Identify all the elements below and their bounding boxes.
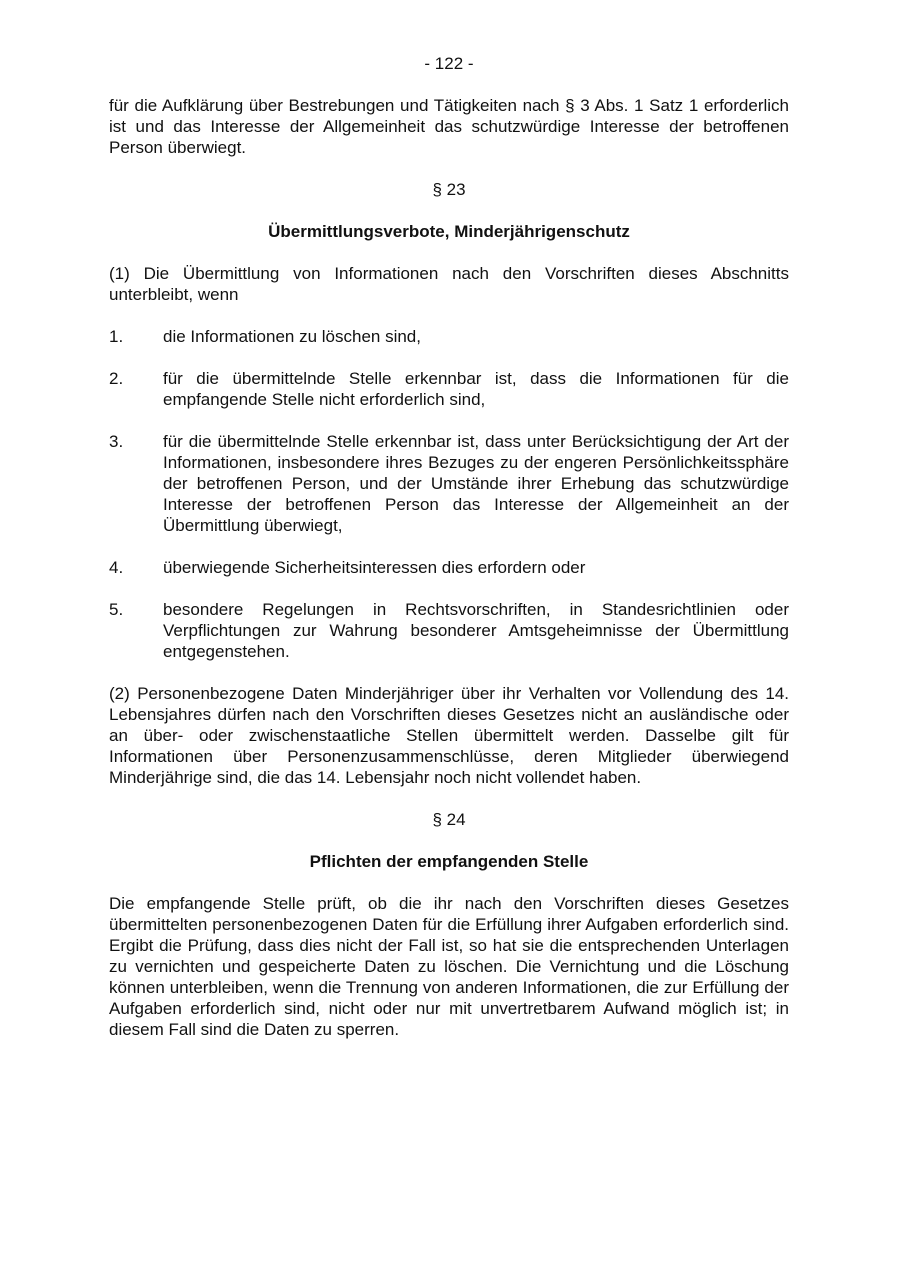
section-23-title: Übermittlungsverbote, Minderjährigenschutz: [268, 222, 630, 241]
list-item: [109, 368, 789, 410]
list-item-text: für die übermittelnde Stelle erkennbar ist, dass unter Berücksichtigung der Art der Informationen, insbesondere ihres Bezuges zu der engeren Persönlichkeitssphäre der betroffenen Person, und der Umstände ihrer Erhebung das schutzwürdige Interesse der betroffenen Person das Interesse der Allgemeinheit an der Übermittlung überwiegt,: [163, 432, 789, 535]
list-item-number: 3.: [109, 432, 124, 451]
list-item-text: die Informationen zu löschen sind,: [163, 327, 421, 346]
list-item: [109, 431, 789, 536]
list-item: [109, 326, 789, 347]
list-item: [109, 557, 789, 578]
list-item-text: überwiegende Sicherheitsinteressen dies erfordern oder: [163, 558, 586, 577]
list-item-text: besondere Regelungen in Rechtsvorschriften, in Standesrichtlinien oder Verpflichtungen zur Wahrung besonderer Amtsgeheimnisse der Übermittlung entgegenstehen.: [163, 600, 789, 661]
list-item-number: 1.: [109, 327, 124, 346]
list-item: [109, 599, 789, 662]
list-item-text: für die übermittelnde Stelle erkennbar ist, dass die Informationen für die empfangende Stelle nicht erforderlich sind,: [163, 369, 789, 409]
section-23-item-list: [109, 326, 789, 662]
document-page: [109, 53, 789, 1061]
section-24-title: Pflichten der empfangenden Stelle: [309, 852, 589, 871]
list-item-number: 4.: [109, 558, 124, 577]
section-24-body: Die empfangende Stelle prüft, ob die ihr nach den Vorschriften dieses Gesetzes übermittelten personenbezogenen Daten für die Erfüllung ihrer Aufgaben erforderlich sind. Ergibt die Prüfung, dass dies nicht der Fall ist, so hat sie die entsprechenden Unterlagen zu vernichten und gespeicherte Daten zu löschen. Die Vernichtung und die Löschung können unterbleiben, wenn die Trennung von anderen Informationen, die zur Erfüllung der Aufgaben erforderlich sind, nicht oder nur mit unvertretbarem Aufwand möglich ist; in diesem Fall sind die Daten zu sperren.: [109, 894, 789, 1039]
section-23-sign: § 23: [432, 180, 466, 199]
section-23-para-2: (2) Personenbezogene Daten Minderjähriger über ihr Verhalten vor Vollendung des 14. Lebensjahres dürfen nach den Vorschriften dieses Gesetzes nicht an ausländische oder an über- oder zwischenstaatliche Stellen übermittelt werden. Dasselbe gilt für Informationen über Personenzusammenschlüsse, deren Mitglieder überwiegend Minderjährige sind, die das 14. Lebensjahr noch nicht vollendet haben.: [109, 684, 789, 787]
intro-paragraph: für die Aufklärung über Bestrebungen und Tätigkeiten nach § 3 Abs. 1 Satz 1 erforderlich ist und das Interesse der Allgemeinheit das schutzwürdige Interesse der betroffenen Person überwiegt.: [109, 96, 789, 157]
page-number: - 122 -: [424, 54, 474, 73]
list-item-number: 5.: [109, 600, 124, 619]
section-24-sign: § 24: [432, 810, 466, 829]
list-item-number: 2.: [109, 369, 124, 388]
section-23-para-1-intro: (1) Die Übermittlung von Informationen nach den Vorschriften dieses Abschnitts unterbleibt, wenn: [109, 264, 789, 304]
